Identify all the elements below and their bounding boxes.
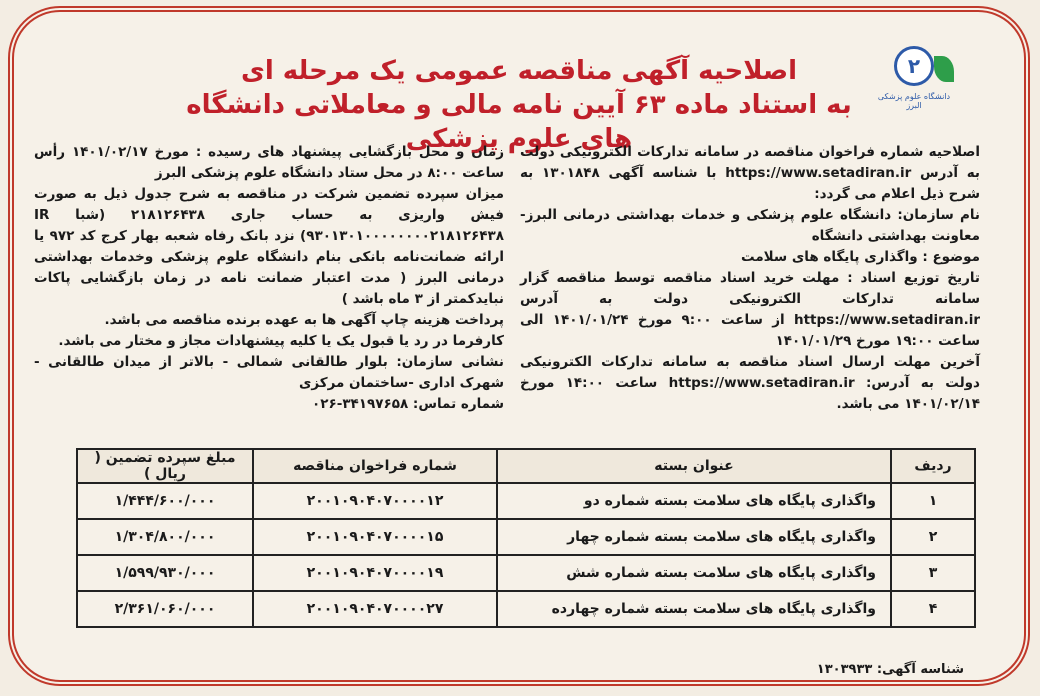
intro-url-link[interactable]: https://www.setadiran.ir: [725, 165, 912, 181]
ad-id: شناسه آگهی: ۱۳۰۳۹۳۳: [816, 662, 964, 677]
left-column: [34, 142, 504, 415]
notice-page: [8, 6, 1030, 686]
distribution-text-2: از ساعت ۹:۰۰ مورخ ۱۴۰۱/۰۱/۲۴ الی ساعت ۱۹:۰۰ مورخ ۱۴۰۱/۰۱/۲۹: [520, 312, 980, 349]
header-tender-number: شماره فراخوان مناقصه: [253, 449, 497, 483]
phone-line: شماره تماس: ۳۴۱۹۷۶۵۸-۰۲۶: [311, 396, 504, 412]
table-header-row: [77, 449, 975, 483]
tender-number: ۲۰۰۱۰۹۰۴۰۷۰۰۰۰۲۷: [253, 591, 497, 627]
distribution-url-link[interactable]: https://www.setadiran.ir: [793, 312, 980, 328]
distribution-text: تاریخ توزیع اسناد : مهلت خرید اسناد مناقصه توسط مناقصه گزار سامانه تدارکات الکترونیکی دولت به آدرس: [520, 270, 980, 307]
package-title: واگذاری پایگاه های سلامت بسته شماره دو: [497, 483, 891, 519]
title-line-2: به استناد ماده ۶۳ آیین نامه مالی و معاملاتی دانشگاه های علوم پزشکی: [186, 90, 852, 154]
guarantee-amount: ۱/۴۴۴/۶۰۰/۰۰۰: [77, 483, 253, 519]
logo-emblem-icon: ۲: [894, 46, 934, 86]
table-row: [77, 555, 975, 591]
notice-title: [184, 54, 854, 156]
row-number: ۲: [891, 519, 975, 555]
intro-text: اصلاحیه شماره فراخوان مناقصه در سامانه تدارکات الکترونیکی دولت به آدرس: [520, 144, 980, 181]
tender-number: ۲۰۰۱۰۹۰۴۰۷۰۰۰۰۱۲: [253, 483, 497, 519]
intro-paragraph: [520, 142, 980, 205]
distribution-paragraph: [520, 268, 980, 352]
package-title: واگذاری پایگاه های سلامت بسته شماره چهارده: [497, 591, 891, 627]
row-number: ۱: [891, 483, 975, 519]
guarantee-amount: ۱/۵۹۹/۹۳۰/۰۰۰: [77, 555, 253, 591]
package-title: واگذاری پایگاه های سلامت بسته شماره شش: [497, 555, 891, 591]
address-line: نشانی سازمان: بلوار طالقانی شمالی - بالاتر از میدان طالقانی - شهرک اداری -ساختمان مرکزی: [34, 354, 504, 391]
header-package-title: عنوان بسته: [497, 449, 891, 483]
intro-text-2: با شناسه آگهی ۱۳۰۱۸۴۸ به شرح ذیل اعلام می گردد:: [520, 165, 980, 202]
leaf-icon: [934, 56, 954, 82]
deadline-paragraph: [520, 352, 980, 415]
logo-caption: دانشگاه علوم پزشکی البرز: [877, 92, 951, 110]
guarantee-paragraph: میزان سپرده تضمین شرکت در مناقصه به شرح جدول ذیل به صورت فیش واریزی به حساب جاری ۲۱۸۱۲۶۴۳۸ (شبا IR ۹۳۰۱۳۰۱۰۰۰۰۰۰۰۰۲۱۸۱۲۶۴۳۸) نزد بانک رفاه شعبه بهار کرج کد ۹۷۲ یا ارائه ضمانت‌نامه بانکی بنام دانشگاه علوم پزشکی وخدمات بهداشتی درمانی البرز ( مدت اعتبار ضمانت نامه در زمان بازگشایی پاکات نبایدکمتر از ۳ ماه باشد ): [34, 186, 504, 307]
title-line-1: اصلاحیه آگهی مناقصه عمومی یک مرحله ای: [240, 56, 797, 86]
opening-time: زمان و محل بازگشایی پیشنهاد های رسیده : مورخ ۱۴۰۱/۰۲/۱۷ رأس ساعت ۸:۰۰ در محل ستاد دانشگاه علوم پزشکی البرز: [34, 144, 504, 181]
table-row: [77, 519, 975, 555]
deadline-text-2: ساعت ۱۴:۰۰ مورخ ۱۴۰۱/۰۲/۱۴ می باشد.: [520, 375, 980, 412]
deadline-url-link[interactable]: https://www.setadiran.ir: [668, 375, 855, 391]
package-title: واگذاری پایگاه های سلامت بسته شماره چهار: [497, 519, 891, 555]
employer-note: کارفرما در رد یا قبول یک یا کلیه پیشنهادات مجاز و مختار می باشد.: [58, 333, 504, 349]
tender-number: ۲۰۰۱۰۹۰۴۰۷۰۰۰۰۱۹: [253, 555, 497, 591]
guarantee-amount: ۲/۳۶۱/۰۶۰/۰۰۰: [77, 591, 253, 627]
right-column: [520, 142, 980, 415]
table-row: [77, 483, 975, 519]
header-row-number: ردیف: [891, 449, 975, 483]
subject-line: موضوع : واگذاری پایگاه های سلامت: [741, 249, 980, 265]
tender-number: ۲۰۰۱۰۹۰۴۰۷۰۰۰۰۱۵: [253, 519, 497, 555]
row-number: ۳: [891, 555, 975, 591]
ad-cost-note: پرداخت هزینه چاپ آگهی ها به عهده برنده مناقصه می باشد.: [104, 312, 504, 328]
guarantee-amount: ۱/۳۰۴/۸۰۰/۰۰۰: [77, 519, 253, 555]
header-guarantee-amount: مبلغ سپرده تضمین ( ریال ): [77, 449, 253, 483]
tender-items-table: [76, 448, 976, 628]
table-row: [77, 591, 975, 627]
row-number: ۴: [891, 591, 975, 627]
organization-name: نام سازمان: دانشگاه علوم پزشکی و خدمات بهداشتی درمانی البرز- معاونت بهداشتی دانشگاه: [520, 207, 980, 244]
deadline-text: آخرین مهلت ارسال اسناد مناقصه به سامانه تدارکات الکترونیکی دولت به آدرس:: [520, 354, 980, 391]
university-logo: [874, 46, 954, 116]
